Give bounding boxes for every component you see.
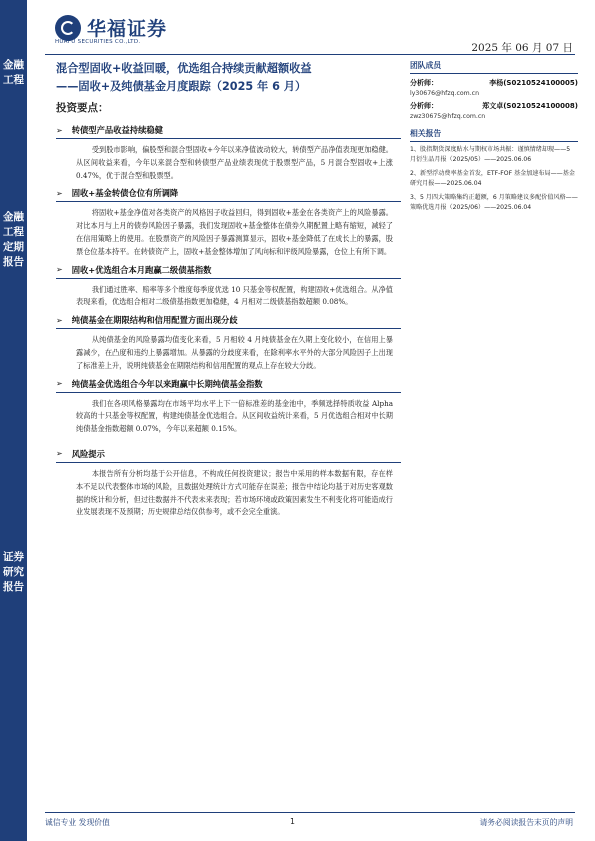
title-line-2: ——固收+及纯债基金月度跟踪（2025 年 6 月） — [56, 80, 307, 93]
analyst-email[interactable]: zwz30675@hfzq.com.cn — [410, 113, 486, 120]
footer-slogan: 诚信专业 发现价值 — [45, 818, 110, 827]
section — [56, 264, 401, 310]
section-heading — [56, 264, 401, 279]
section-heading — [56, 187, 401, 202]
brand-name-en: HUAFU SECURITIES CO.,LTD. — [55, 39, 141, 45]
section-heading-text: 风险提示 — [71, 448, 105, 459]
report-title — [56, 60, 406, 96]
section — [56, 378, 401, 436]
section — [56, 448, 401, 519]
section — [56, 187, 401, 258]
analyst-1 — [410, 78, 578, 88]
analyst-name: 李杨(S0210524100005) — [489, 79, 578, 87]
footer-divider — [45, 812, 575, 813]
right-column — [410, 60, 578, 213]
main-content — [56, 120, 401, 524]
brand-logo-icon — [55, 15, 81, 41]
section-body: 从纯债基金的风险暴露均值变化来看，5 月相较 4 月纯债基金在久期上变化较小，在信用上暴露减少，在凸度和违约上暴露增加。从暴露的分歧度来看，在除利率水平外的大部分风险因子上出现了标准差上升，说明纯债基金在期限结构和信用配置的观点上存在较大分歧。 — [76, 335, 393, 370]
brand-logo — [55, 14, 167, 41]
section-heading-text: 固收+优选组合本月跑赢二级债基指数 — [71, 264, 212, 275]
header-divider — [45, 54, 575, 55]
section-heading-text: 固收+基金转债仓位有所调降 — [71, 188, 179, 199]
section-heading — [56, 124, 401, 139]
related-report-item[interactable]: 2、新型浮动费率基金首发，ETF-FOF 基金加速布局——基金研究月报——2025.06.04 — [410, 169, 575, 188]
section-heading — [56, 314, 401, 329]
analyst-name: 郑文卓(S0210524100008) — [482, 102, 578, 110]
section-heading — [56, 378, 401, 393]
section-body: 本报告所有分析均基于公开信息，不构成任何投资建议；报告中采用的样本数据有限，存在样本不足以代表整体市场的风险，且数据处理统计方式可能存在误差；报告中结论均基于对历史客观数据的统计和分析，但过往数据并不代表未来表现；若市场环境或政策因素发生不利变化将可能造成行业发展表现不及预期；历史规律总结仅供参考，或不会完全重演。 — [76, 468, 393, 517]
brand-name-cn: 华福证券 — [87, 18, 168, 40]
related-report-item[interactable]: 3、5 月四大策略集约正超额，6 月策略建议多配价值风格——策略优选月报（2025/06）——2025.06.04 — [410, 193, 578, 212]
arrow-icon: ➢ — [56, 265, 63, 275]
section — [56, 124, 401, 182]
analyst-email[interactable]: ly30676@hfzq.com.cn — [410, 90, 479, 97]
section-heading — [56, 448, 401, 463]
sidebar-label-research: 证券研究报告 — [3, 551, 24, 593]
analyst-role: 分析师： — [410, 102, 438, 110]
footer-disclaimer: 请务必阅读报告末页的声明 — [479, 818, 573, 827]
section-heading-text: 转债型产品收益持续稳健 — [71, 125, 163, 135]
section-heading-text: 纯债基金优选组合今年以来跑赢中长期纯债基金指数 — [71, 378, 263, 389]
arrow-icon: ➢ — [56, 379, 63, 389]
arrow-icon: ➢ — [56, 188, 63, 198]
section-body: 我们在各项风格暴露均在市场平均水平上下一倍标准差的基金池中，季频选择特质收益 Alpha 较高的十只基金等权配置，构建纯债基金优选组合。从区间收益统计来看，5 月优选组合相对中长期纯债基金指数超额 0.07%，今年以来超额 0.15%。 — [76, 398, 393, 434]
related-report-item[interactable]: 1、股指期货深度贴水与期权市场共振：谨慎情绪却现——5 月衍生品月报（2025/05）——2025.06.06 — [410, 146, 571, 164]
section-body: 将固收+基金净值对各类资产的风格因子收益回归，得到固收+基金在各类资产上的风险暴露。对比本月与上月的债券风险因子暴露，我们发现固收+基金整体在债券久期配置上略有缩短，减轻了在信用策略上的使用。在股票资产的风险因子暴露测算显示，固收+基金降低了在成长上的暴露，股票仓位基本持平。在转债资产上，固收+基金整体增加了风向标和评级风险暴露，仓位上有所下调。 — [76, 208, 393, 256]
analyst-2 — [410, 101, 578, 111]
team-title: 团队成员 — [410, 60, 578, 74]
related-reports-title: 相关报告 — [410, 128, 578, 142]
section-body: 我们通过胜率、赔率等多个维度每季度优选 10 只基金等权配置，构建固收+优选组合。从净值表现来看，优选组合相对二级债基指数更加稳健，4 月相对二级债基指数超额 0.08%。 — [76, 284, 393, 307]
sidebar-label-category: 金融工程 — [3, 59, 24, 86]
title-line-1: 混合型固收+收益回暖，优选组合持续贡献超额收益 — [56, 62, 312, 75]
arrow-icon: ➢ — [56, 125, 63, 135]
section-body: 受到股市影响，偏股型和混合型固收+今年以来净值波动较大，转债型产品净值表现更加稳健。从区间收益来看，今年以来混合型和转债型产品业绩表现优于股票型产品，5 月混合型固收+上涨 0.47%，优于混合型和股票型。 — [76, 145, 393, 180]
section — [56, 314, 401, 372]
sidebar-label-report-type: 金融工程定期报告 — [3, 211, 24, 268]
key-points-label: 投资要点： — [56, 102, 109, 114]
arrow-icon: ➢ — [56, 449, 63, 459]
sidebar — [0, 0, 27, 841]
page-number: 1 — [290, 817, 295, 826]
analyst-role: 分析师： — [410, 79, 438, 87]
report-date: 2025 年 06 月 07 日 — [471, 42, 573, 54]
arrow-icon: ➢ — [56, 315, 63, 325]
section-heading-text: 纯债基金在期限结构和信用配置方面出现分歧 — [71, 315, 238, 326]
